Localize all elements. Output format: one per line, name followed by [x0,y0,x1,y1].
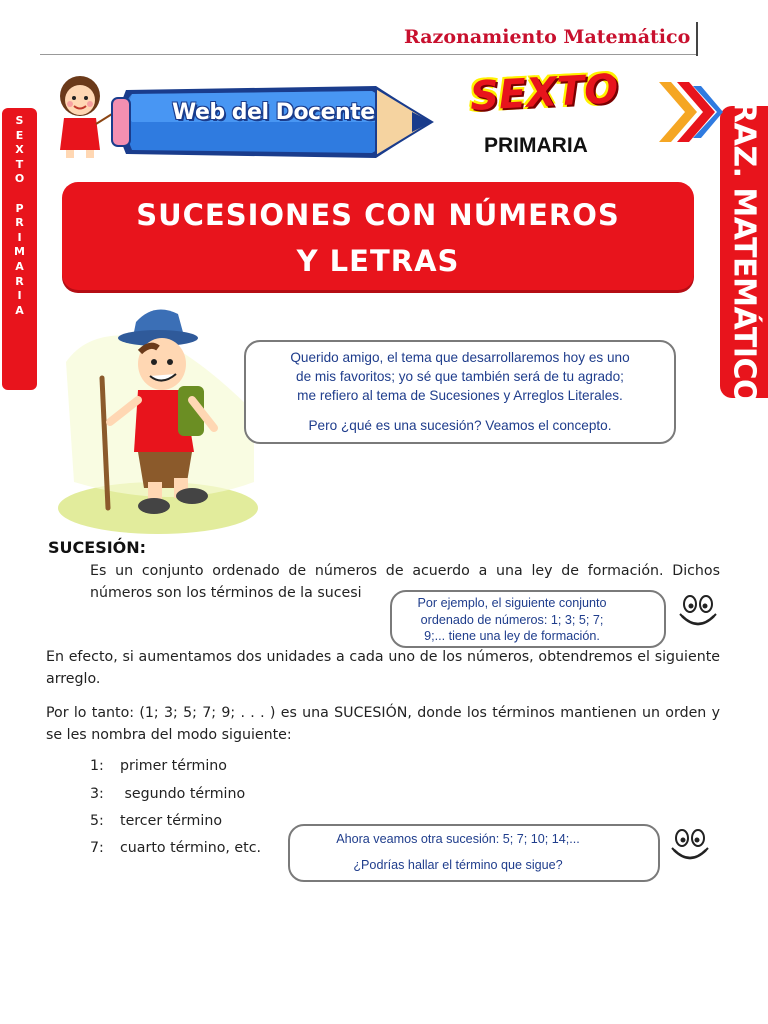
header-vertical-divider [696,22,698,56]
logo-text: Web del Docente [172,100,375,125]
paragraph-2: En efecto, si aumentamos dos unidades a cada uno de los números, obtendremos el siguiente arreglo. [46,649,720,687]
banner-letter: A [15,303,24,317]
term-item [90,758,227,774]
grade-level: PRIMARIA [484,134,588,157]
term-label: cuarto término, etc. [120,840,262,856]
banner-letter: P [15,201,24,215]
banner-letter: T [15,157,24,171]
example-bubble-line: ordenado de números: 1; 3; 5; 7; [420,613,604,627]
banner-letter: A [15,259,24,273]
term-number: 3: [90,786,104,802]
right-banner-text: RAZ. MATEMÁTICO [726,100,762,404]
term-number: 1: [90,758,104,774]
term-label: primer término [120,758,227,774]
banner-letter: M [14,245,25,259]
example-bubble-line: Por ejemplo, el siguiente conjunto [417,596,607,610]
banner-letter: X [15,143,24,157]
example-bubble-line: 9;... tiene una ley de formación. [424,629,600,643]
grade-word: SEXTO [468,66,620,120]
definition-paragraph: Es un conjunto ordenado de números de acuerdo a una ley de formación. Dichos números son los términos de la sucesi [90,563,720,601]
intro-bubble-line: Querido amigo, el tema que desarrollaremos hoy es uno [290,350,630,365]
question-bubble-line: Ahora veamos otra sucesión: 5; 7; 10; 14;... [336,832,580,846]
section-heading: SUCESIÓN: [48,538,147,557]
banner-letter: I [17,230,22,244]
document-header-title: Razonamiento Matemático [404,26,691,48]
term-number: 5: [90,813,104,829]
term-number: 7: [90,840,104,856]
paragraph-3: Por lo tanto: (1; 3; 5; 7; 9; . . . ) es una SUCESIÓN, donde los términos mantienen un orden y se les nombra del modo siguiente: [46,705,720,743]
banner-letter: R [15,274,24,288]
title-line-1: SUCESIONES CON NÚMEROS [136,198,620,232]
term-label: segundo término [120,786,246,802]
term-item [90,840,261,856]
question-bubble-line: ¿Podrías hallar el término que sigue? [353,858,563,872]
term-item [90,813,222,829]
banner-letter: S [15,114,24,127]
banner-letter: E [15,128,24,142]
smiley-face-icon [678,592,718,634]
banner-letter: O [14,172,25,186]
banner-letter: R [15,216,24,230]
left-grade-banner [2,108,37,390]
hiker-boy-illustration [54,282,264,544]
banner-spacer [2,187,37,202]
intro-bubble-line: Pero ¿qué es una sucesión? Veamos el concepto. [308,418,612,433]
term-item [90,786,245,802]
term-label: tercer término [120,813,222,829]
chevron-arrows-icon [655,72,723,152]
header-divider [40,54,696,55]
smiley-face-icon [670,826,710,868]
intro-bubble-line: de mis favoritos; yo sé que también será de tu agrado; [296,369,624,384]
title-line-2: Y LETRAS [296,244,460,278]
banner-letter: I [17,289,22,303]
intro-bubble-line: me refiero al tema de Sucesiones y Arreglos Literales. [297,388,623,403]
page-title [62,192,694,284]
